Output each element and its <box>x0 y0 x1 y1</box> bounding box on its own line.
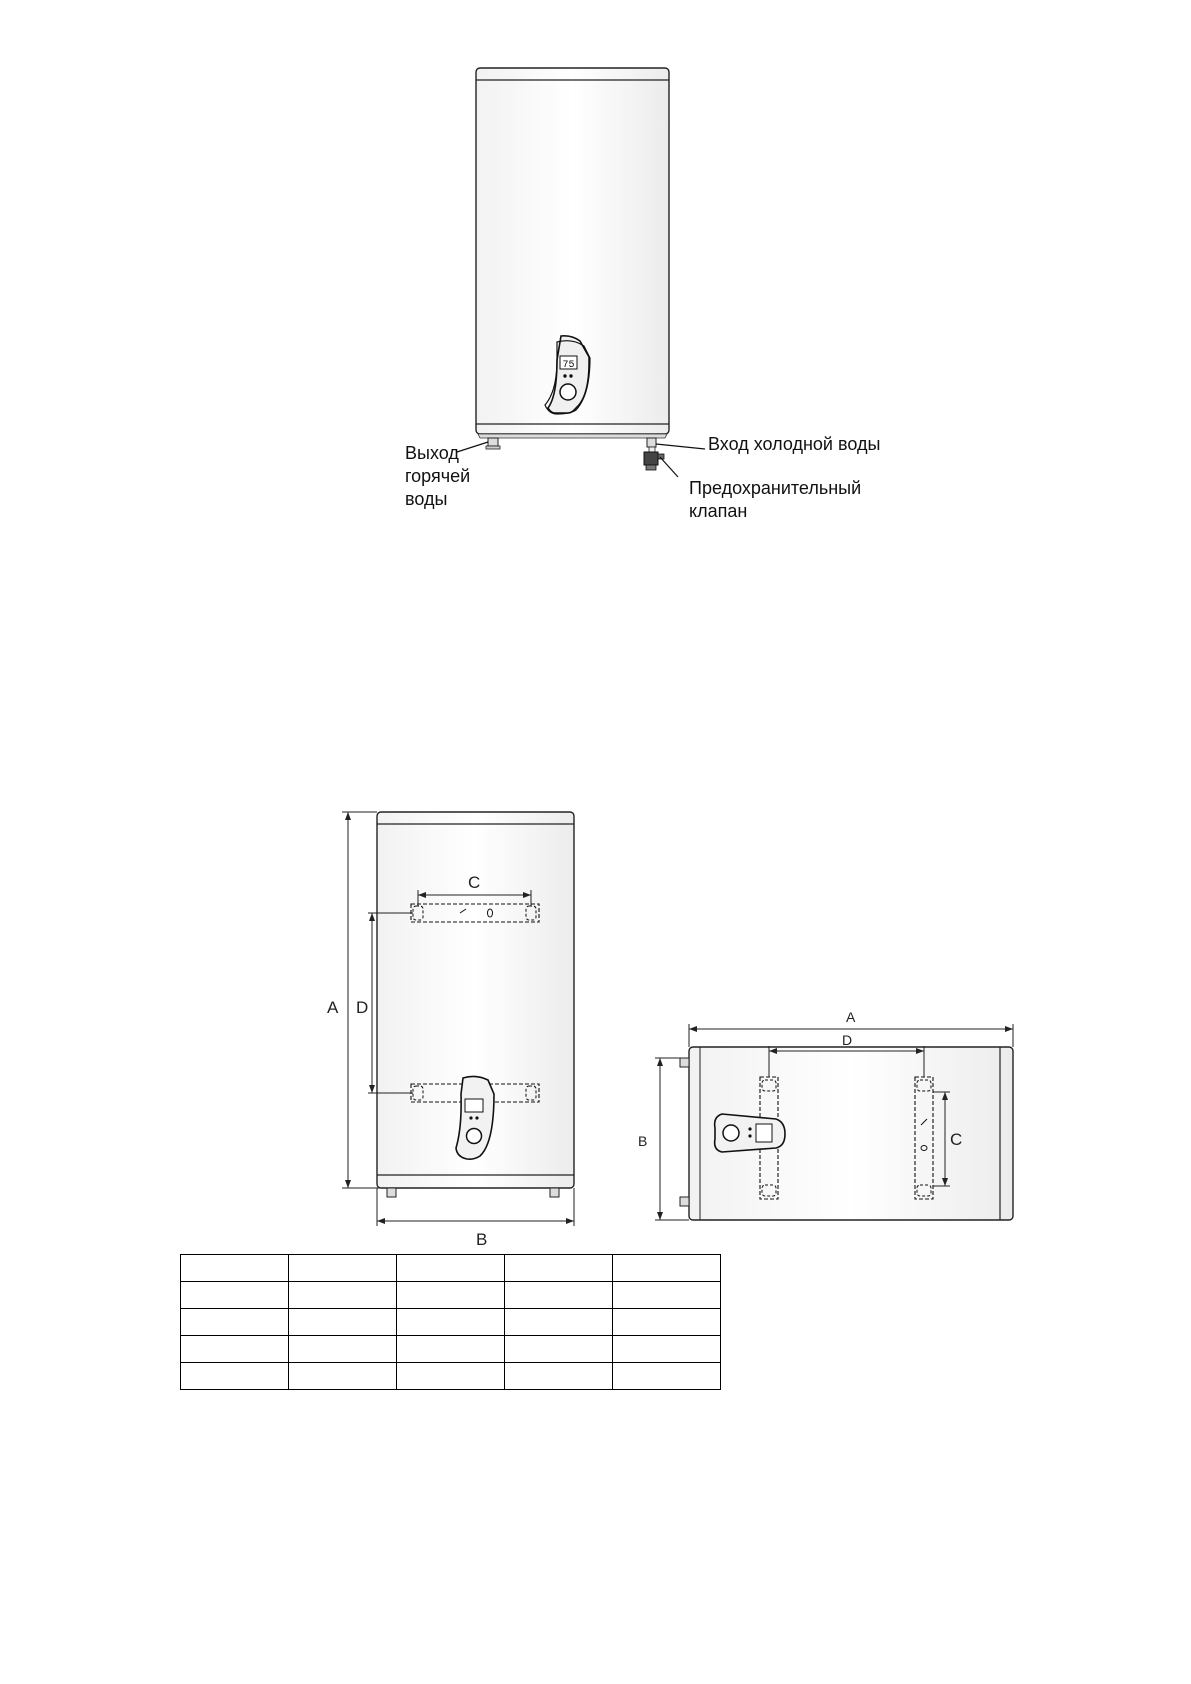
table-cell <box>505 1336 613 1363</box>
table-cell <box>505 1282 613 1309</box>
horizontal-dimension-b-line <box>655 1058 689 1220</box>
dimensions-table <box>180 1254 721 1390</box>
horizontal-dimension-drawing <box>638 1009 1013 1220</box>
installation-diagram <box>457 68 705 477</box>
vertical-dimension-b-label: B <box>476 1230 488 1249</box>
hot-water-outlet-label-line: горячей <box>405 466 471 486</box>
horizontal-control-panel <box>715 1114 785 1152</box>
table-cell <box>181 1336 289 1363</box>
table-cell <box>613 1309 721 1336</box>
safety-valve <box>644 452 664 470</box>
table-cell <box>613 1336 721 1363</box>
horizontal-dimension-c-label: C <box>950 1130 963 1149</box>
table-cell <box>397 1309 505 1336</box>
table-cell <box>289 1363 397 1390</box>
cold-water-inlet-label-line: Вход холодной воды <box>708 434 881 454</box>
table-cell <box>289 1255 397 1282</box>
horizontal-dimension-d-label: D <box>842 1032 853 1048</box>
table-cell <box>181 1363 289 1390</box>
table-cell <box>289 1336 397 1363</box>
hot-water-outlet-label-line: Выход <box>405 443 459 463</box>
display-readout: 75 <box>562 360 575 371</box>
vertical-dimension-b-line <box>377 1188 574 1226</box>
table-cell <box>397 1282 505 1309</box>
table-cell <box>505 1309 613 1336</box>
vertical-dimension-drawing <box>327 812 574 1249</box>
table-cell <box>397 1255 505 1282</box>
table-row <box>181 1336 721 1363</box>
table-cell <box>397 1363 505 1390</box>
table-cell <box>613 1255 721 1282</box>
table-row <box>181 1255 721 1282</box>
table-cell <box>505 1363 613 1390</box>
cold-water-inlet-label <box>708 433 880 456</box>
table-cell <box>505 1255 613 1282</box>
table-row <box>181 1309 721 1336</box>
hot-water-outlet-pipe <box>486 438 500 449</box>
table-cell <box>181 1309 289 1336</box>
cold-water-inlet-pipe <box>647 438 656 453</box>
horizontal-dimension-b-label: B <box>638 1133 648 1149</box>
safety-valve-label-line: Предохранительный <box>689 478 862 498</box>
hot-water-outlet-label <box>405 442 470 511</box>
table-cell <box>181 1282 289 1309</box>
table-cell <box>181 1255 289 1282</box>
table-cell <box>289 1282 397 1309</box>
table-cell <box>289 1309 397 1336</box>
table-row <box>181 1363 721 1390</box>
vertical-dimension-c-label: C <box>468 873 481 892</box>
vertical-dimension-d-label: D <box>356 998 369 1017</box>
hot-water-outlet-label-line: воды <box>405 489 448 509</box>
table-row <box>181 1282 721 1309</box>
horizontal-dimension-a-label: A <box>846 1009 856 1025</box>
vertical-dimension-a-label: A <box>327 998 339 1017</box>
safety-valve-label-line: клапан <box>689 501 748 521</box>
table-cell <box>397 1336 505 1363</box>
table-cell <box>613 1363 721 1390</box>
safety-valve-label <box>689 477 861 523</box>
table-cell <box>613 1282 721 1309</box>
